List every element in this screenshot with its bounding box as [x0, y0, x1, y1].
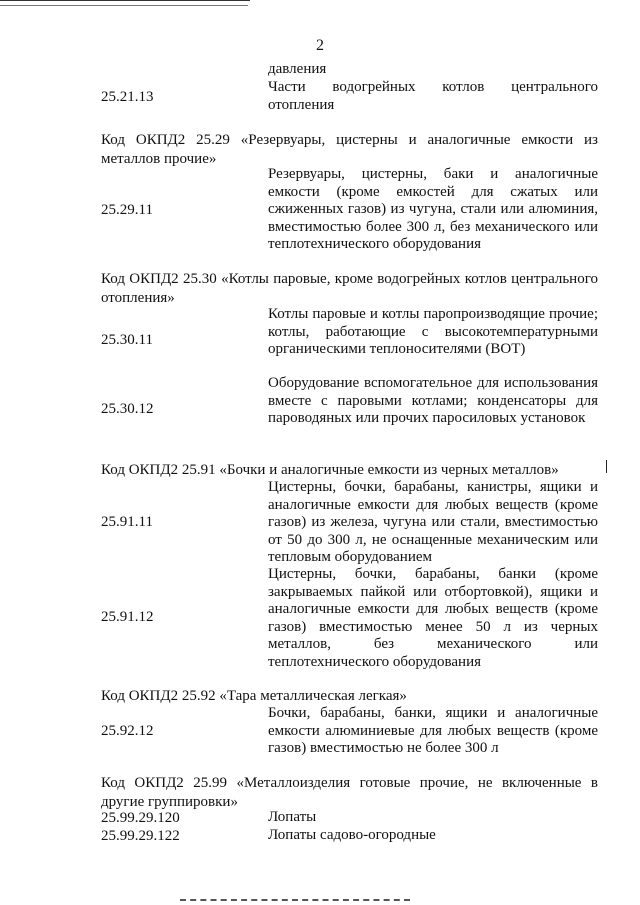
- section-heading: Код ОКПД2 25.91 «Бочки и аналогичные емкости из черных металлов»: [101, 462, 559, 478]
- item-description: Цистерны, бочки, барабаны, канистры, ящики и аналогичные емкости для любых веществ (кроме газов) из железа, чугуна или стали, вместимостью от 50 до 300 л, не оснащенные механическим или тепловым оборудованием: [268, 479, 598, 565]
- item-code: 25.91.12: [101, 609, 154, 625]
- section-heading: Код ОКПД2 25.29 «Резервуары, цистерны и аналогичные емкости из металлов прочие»: [101, 132, 598, 167]
- item-description: Резервуары, цистерны, баки и аналогичные емкости (кроме емкостей для сжатых или сжиженных газов) из чугуна, стали или алюминия, вместимостью более 300 л, без механического или теплотехнического оборудования: [268, 166, 598, 252]
- item-description: Части водогрейных котлов центрального отопления: [268, 79, 598, 113]
- page-number: 2: [316, 37, 324, 54]
- margin-mark: [606, 460, 607, 473]
- item-description: Лопаты садово-огородные: [268, 827, 436, 843]
- item-code: 25.30.12: [101, 401, 154, 417]
- item-code: 25.92.12: [101, 723, 154, 739]
- item-description: Котлы паровые и котлы паропроизводящие прочие; котлы, работающие с высокотемпературными органическими теплоносителями (ВОТ): [268, 306, 598, 357]
- section-heading: Код ОКПД2 25.99 «Металлоизделия готовые прочие, не включенные в другие группировки»: [101, 775, 598, 810]
- item-code: 25.99.29.122: [101, 828, 180, 844]
- scan-edge-top: [0, 0, 250, 4]
- item-code: 25.21.13: [101, 89, 154, 105]
- item-code: 25.29.11: [101, 202, 153, 218]
- section-heading: Код ОКПД2 25.30 «Котлы паровые, кроме водогрейных котлов центрального отопления»: [101, 271, 598, 306]
- section-heading: Код ОКПД2 25.92 «Тара металлическая легкая»: [101, 688, 407, 704]
- item-description: Лопаты: [268, 809, 317, 825]
- item-description: Цистерны, бочки, барабаны, банки (кроме закрываемых пайкой или отбортовкой), ящики и аналогичные емкости для любых веществ (кроме газов) вместимостью менее 50 л из черных металлов, без механического или теплотехнического оборудования: [268, 566, 598, 670]
- item-description: Оборудование вспомогательное для использования вместе с паровыми котлами; конденсаторы для пароводяных или прочих паросиловых установок: [268, 375, 598, 426]
- item-code: 25.91.11: [101, 514, 153, 530]
- scan-edge-bottom: [180, 899, 410, 901]
- item-description: Бочки, барабаны, банки, ящики и аналогичные емкости алюминиевые для любых веществ (кроме газов) вместимостью не более 300 л: [268, 705, 598, 756]
- item-code: 25.99.29.120: [101, 810, 180, 826]
- item-code: 25.30.11: [101, 332, 153, 348]
- scan-edge-top-2: [0, 5, 248, 6]
- item-description: давления: [268, 61, 327, 77]
